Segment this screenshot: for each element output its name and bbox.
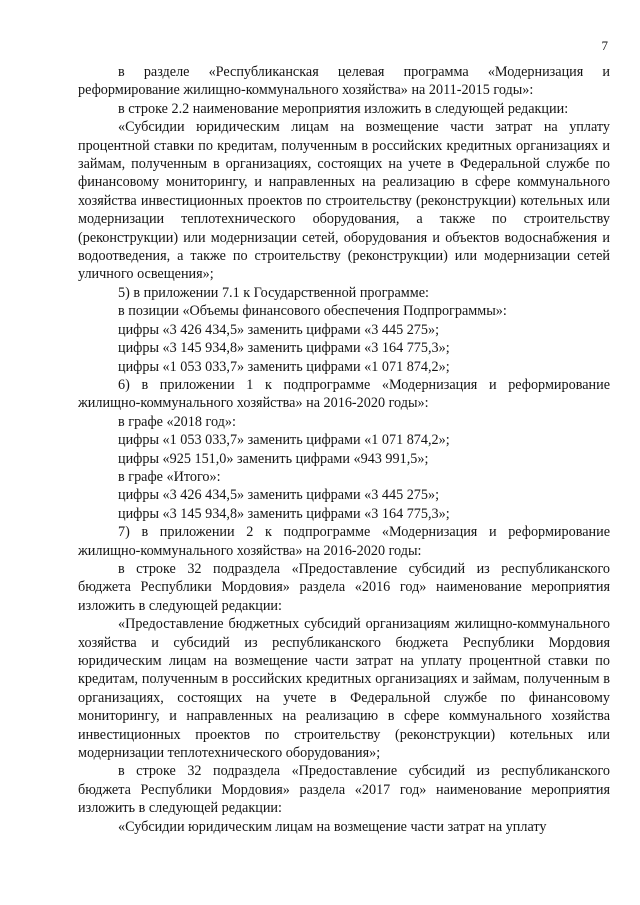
paragraph-replace-6: цифры «3 426 434,5» заменить цифрами «3 445 275»;	[118, 487, 440, 504]
paragraph-column-total: в графе «Итого»:	[118, 468, 221, 485]
paragraph-section-intro: в разделе «Республиканская целевая программа «Модернизация и реформирование жилищно-коммунального хозяйства» на 2011-2015 годы»:	[78, 64, 610, 99]
paragraph-replace-5: цифры «925 151,0» заменить цифрами «943 991,5»;	[118, 450, 429, 467]
page-number: 7	[601, 38, 608, 53]
paragraph-row-32-2016: в строке 32 подраздела «Предоставление субсидий из республиканского бюджета Республики Мордовия» раздела «2016 год» наименование мероприятия изложить в следующей редакции:	[78, 560, 610, 614]
paragraph-row-2-2: в строке 2.2 наименование мероприятия изложить в следующей редакции:	[118, 100, 569, 117]
paragraph-quote-continued: «Субсидии юридическим лицам на возмещение части затрат на уплату	[118, 818, 547, 835]
document-body	[78, 63, 610, 836]
paragraph-item-6: 6) в приложении 1 к подпрограмме «Модернизация и реформирование жилищно-коммунального хозяйства» на 2016-2020 годы»:	[78, 376, 610, 412]
paragraph-position-volumes: в позиции «Объемы финансового обеспечения Подпрограммы»:	[118, 303, 507, 320]
paragraph-item-5: 5) в приложении 7.1 к Государственной программе:	[118, 284, 430, 301]
paragraph-replace-3: цифры «1 053 033,7» заменить цифрами «1 071 874,2»;	[118, 358, 450, 375]
paragraph-item-7: 7) в приложении 2 к подпрограмме «Модернизация и реформирование жилищно-коммунального хозяйства» на 2016-2020 годы:	[78, 524, 610, 559]
paragraph-row-32-2017: в строке 32 подраздела «Предоставление субсидий из республиканского бюджета Республики Мордовия» раздела «2017 год» наименование мероприятия изложить в следующей редакции:	[78, 763, 610, 817]
paragraph-quote-provision: «Предоставление бюджетных субсидий организациям жилищно-коммунального хозяйства и субсидий из республиканского бюджета Республики Мордовия юридическим лицам на возмещение части затрат на уплату процентной ставки по кредитам, полученным в российских кредитных организациях и займам, полученным в организациях, состоящих на учете в Федеральной службе по финансовому мониторингу, и направленных на реализацию в сфере коммунального хозяйства инвестиционных проектов по строительству (реконструкции) котельных или модернизации теплотехнического оборудования»;	[78, 616, 610, 762]
paragraph-replace-7: цифры «3 145 934,8» заменить цифрами «3 164 775,3»;	[118, 505, 450, 522]
paragraph-replace-4: цифры «1 053 033,7» заменить цифрами «1 071 874,2»;	[118, 432, 450, 449]
paragraph-replace-1: цифры «3 426 434,5» заменить цифрами «3 445 275»;	[118, 321, 440, 338]
paragraph-column-2018: в графе «2018 год»:	[118, 413, 236, 430]
paragraph-quote-subsidies: «Субсидии юридическим лицам на возмещение части затрат на уплату процентной ставки по кредитам, полученным в российских кредитных организациях и займам, полученным в организациях, состоящих на учете в Федеральной службе по финансовому мониторингу, и направленных на реализацию в сфере коммунального хозяйства инвестиционных проектов по строительству (реконструкции) котельных или модернизации теплотехнического оборудования, а также по строительству (реконструкции) или модернизации сетей, оборудования и объектов водоснабжения и водоотведения, а также по строительству (реконструкции) или модернизации сетей уличного освещения»;	[78, 119, 610, 283]
paragraph-replace-2: цифры «3 145 934,8» заменить цифрами «3 164 775,3»;	[118, 340, 450, 357]
